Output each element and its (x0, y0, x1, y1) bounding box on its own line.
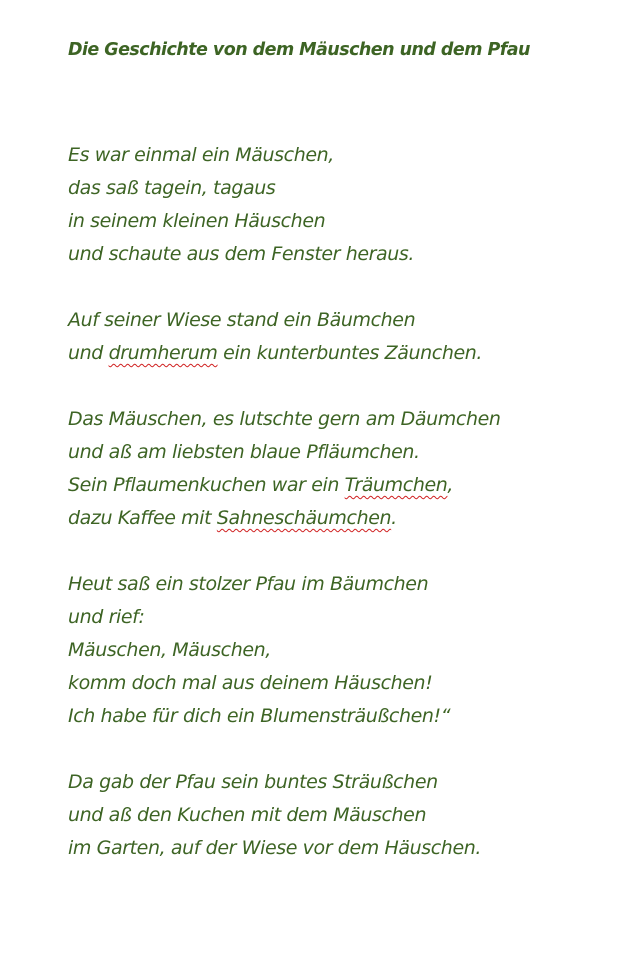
stanza-4 (68, 568, 450, 733)
poem-line: und aß den Kuchen mit dem Mäuschen (68, 804, 427, 826)
line-text: Sein Pflaumenkuchen war ein (68, 474, 345, 496)
poem-line: Es war einmal ein Mäuschen, (68, 144, 334, 166)
poem-line: und rief: (68, 606, 145, 628)
stanza-1 (68, 139, 414, 271)
poem-line: im Garten, auf der Wiese vor dem Häuschen. (68, 837, 482, 859)
poem-line: komm doch mal aus deinem Häuschen! (68, 672, 433, 694)
misspelled-word[interactable]: drumherum (108, 342, 218, 364)
poem-line: Da gab der Pfau sein buntes Sträußchen (68, 771, 438, 793)
poem-line: in seinem kleinen Häuschen (68, 210, 326, 232)
poem-title: Die Geschichte von dem Mäuschen und dem Pfau (68, 40, 530, 60)
poem-line (68, 337, 482, 370)
line-text: und (68, 342, 109, 364)
poem-line: Das Mäuschen, es lutschte gern am Däumchen (68, 408, 501, 430)
poem-line: Auf seiner Wiese stand ein Bäumchen (68, 309, 416, 331)
poem-line: Ich habe für dich ein Blumensträußchen!“ (68, 705, 451, 727)
misspelled-word[interactable]: Träumchen (344, 474, 448, 496)
poem-line: Mäuschen, Mäuschen, (68, 639, 271, 661)
poem-line: und aß am liebsten blaue Pfläumchen. (68, 441, 420, 463)
line-text: dazu Kaffee mit (68, 507, 217, 529)
stanza-2 (68, 304, 482, 370)
stanza-3 (68, 403, 501, 535)
poem-line: das saß tagein, tagaus (68, 177, 276, 199)
misspelled-word[interactable]: Sahneschäumchen (216, 507, 392, 529)
line-text: . (391, 507, 397, 529)
poem-line: Heut saß ein stolzer Pfau im Bäumchen (68, 573, 429, 595)
poem-line (68, 502, 501, 535)
poem-line: und schaute aus dem Fenster heraus. (68, 243, 415, 265)
line-text: ein kunterbuntes Zäunchen. (217, 342, 483, 364)
poem-line (68, 469, 501, 502)
stanza-5 (68, 766, 481, 865)
line-text: , (447, 474, 454, 496)
